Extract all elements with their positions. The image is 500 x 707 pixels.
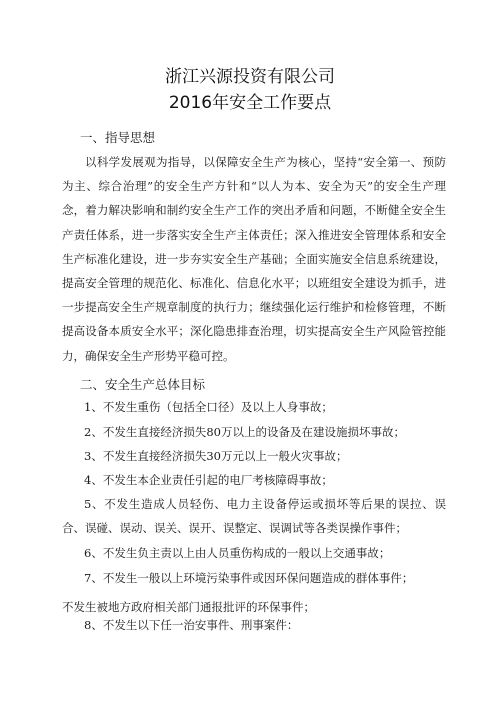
goal-item-4: 4、不发生本企业责任引起的电厂考核障碍事故； xyxy=(84,473,333,487)
goal-item-2: 2、不发生直接经济损失80万以上的设备及在建设施损坏事故； xyxy=(84,425,405,439)
goal-item-6: 6、不发生负主责以上由人员重伤构成的一般以上交通事故； xyxy=(84,546,391,560)
goal-item-3: 3、不发生直接经济损失30万元以上一般火灾事故； xyxy=(84,449,348,463)
company-name: 浙江兴源投资有限公司 xyxy=(165,67,335,87)
goal-item-8: 8、不发生以下任一治安事件、刑事案件： xyxy=(84,618,299,632)
document-title: 2016年安全工作要点 xyxy=(168,93,332,113)
goal-item-1: 1、不发生重伤（包括全口径）及以上人身事故； xyxy=(84,400,333,414)
goal-item-7-continuation: 不发生被地方政府相关部门通报批评的环保事件； xyxy=(62,600,315,614)
section-heading-guiding-ideology: 一、指导思想 xyxy=(80,130,156,145)
section-heading-safety-goals: 二、安全生产总体目标 xyxy=(80,377,206,392)
goal-item-5: 5、不发生造成人员轻伤、电力主设备停运或损坏等后果的误拉、误合、误碰、误动、误关、误开、误整定、误调试等各类误操作事件； xyxy=(62,497,446,536)
goal-item-7: 7、不发生一般以上环境污染事件或因环保问题造成的群体事件； xyxy=(84,571,414,585)
guiding-ideology-paragraph: 以科学发展观为指导，以保障安全生产为核心，坚持“安全第一、预防为主、综合治理”的安全生产方针和“以人为本、安全为天”的安全生产理念，着力解决影响和制约安全生产工作的突出矛盾和问题，不断健全安全生产责任体系，进一步落实安全生产主体责任；深入推进安全管理体系和安全生产标准化建设，进一步夯实安全生产基础；全面实施安全信息系统建设，提高安全管理的规范化、标准化、信息化水平；以班组安全建设为抓手，进一步提高安全生产规章制度的执行力；继续强化运行维护和检修管理，不断提高设备本质安全水平；深化隐患排查治理，切实提高安全生产风险管控能力，确保安全生产形势平稳可控。 xyxy=(62,155,446,363)
